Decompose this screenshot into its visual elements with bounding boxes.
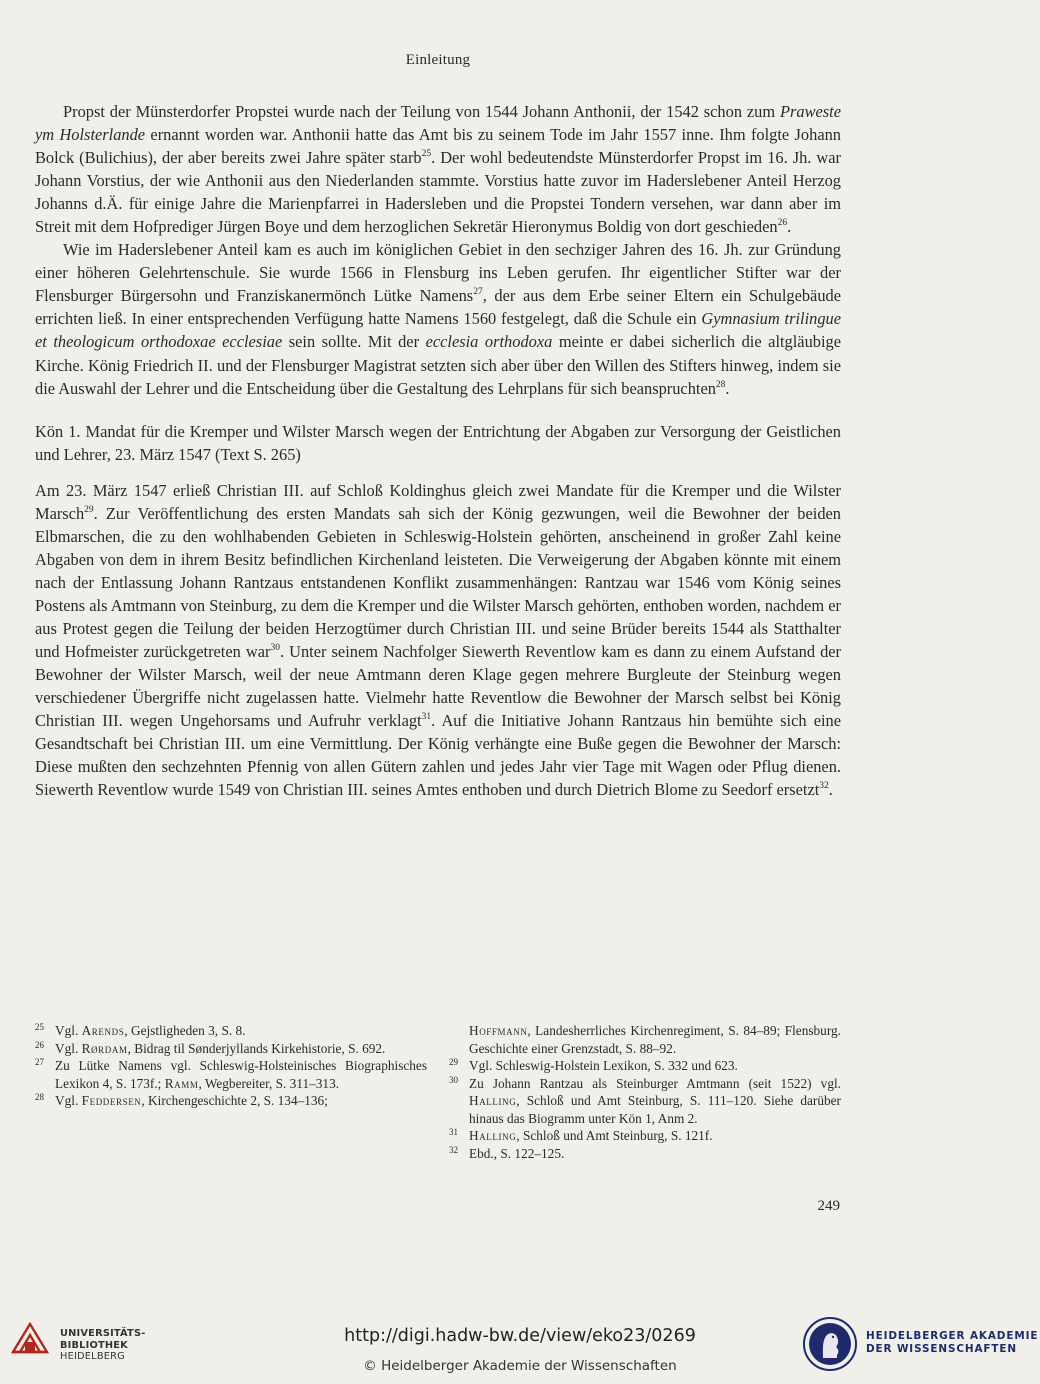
main-text (35, 100, 841, 801)
text-span: Vgl. Schleswig-Holstein Lexikon, S. 332 und 623. (469, 1058, 738, 1073)
paragraph-3 (35, 479, 841, 802)
text-span: , Bidrag til Sønderjyllands Kirkehistorie, S. 692. (127, 1040, 386, 1056)
text-span: . (828, 780, 833, 800)
text-span: , Wegbereiter, S. 311–313. (198, 1075, 340, 1091)
footnote-number: 27 (35, 1057, 44, 1067)
italic-phrase: ecclesia orthodoxa (425, 332, 553, 352)
footnote-32 (449, 1145, 841, 1163)
permalink-url[interactable]: http://digi.hadw-bw.de/view/eko23/0269 (344, 1326, 696, 1346)
italic-phrase: Praweste ym Holsterlande (35, 102, 841, 145)
text-span: , Schloß und Amt Steinburg, S. 111–120. Siehe darüber hinaus das Biogramm unter Kön 1, Anm 2. (469, 1093, 841, 1126)
text-span: ernannt worden war. Anthonii hatte das Amt bis zu seinem Tode im Jahr 1557 inne. Ihm folgte Johann Bolck (Bulichius), der aber bereits zwei Jahre später starb (35, 125, 841, 168)
footnote-ref[interactable]: 27 (473, 287, 483, 298)
text-span: Vgl. (55, 1023, 82, 1038)
viewer-footer (0, 1312, 1040, 1384)
footnote-26 (35, 1040, 427, 1058)
paragraph-1 (35, 100, 841, 238)
author-name: Feddersen (81, 1093, 142, 1108)
text-span: sein sollte. Mit der (282, 332, 426, 352)
footnote-number: 30 (449, 1074, 458, 1085)
text-span: , der aus dem Erbe seiner Eltern ein Schulgebäude errichten ließ. In einer entsprechenden Verfügung hatte Namens 1560 festgelegt, daß die Schule ein (35, 286, 841, 329)
text-span: . (725, 378, 730, 398)
footnote-ref[interactable]: 32 (819, 781, 829, 792)
text-span: Vgl. (55, 1040, 82, 1056)
italic-phrase: Gymnasium trilingue et theologicum orthodoxae ecclesiae (35, 309, 841, 352)
library-name-line: UNIVERSITÄTS- (60, 1328, 146, 1339)
academy-seal-icon[interactable] (802, 1316, 858, 1372)
text-span: Am 23. März 1547 erließ Christian III. auf Schloß Koldinghus gleich zwei Mandate für die Kremper und die Wilster Marsch (35, 480, 841, 523)
footnote-25 (35, 1022, 427, 1040)
paragraph-2 (35, 238, 841, 399)
text-span: Propst der Münsterdorfer Propstei wurde nach der Teilung von 1544 Johann Anthonii, der 1542 schon zum (63, 102, 780, 121)
author-name: Halling (469, 1093, 517, 1108)
footnote-30 (449, 1075, 841, 1128)
text-span: , Landesherrliches Kirchenregiment, S. 84–89; Flensburg. Geschichte einer Grenzstadt, S. 88–92. (469, 1023, 841, 1056)
footnote-number: 28 (35, 1092, 44, 1102)
text-span: Wie im Haderslebener Anteil kam es auch im königlichen Gebiet in den sechziger Jahren des 16. Jh. zur Gründung einer höheren Gelehrtenschule. Sie wurde 1566 in Flensburg ins Leben gerufen. Ihr eigentlicher Stifter war der Flensburger Bürgersohn und Franziskanermönch Lütke Namens (35, 240, 841, 306)
text-span: Zu Lütke Namens vgl. Schleswig-Holsteinisches Biographisches Lexikon 4, S. 173f.; (55, 1058, 427, 1091)
academy-name (866, 1330, 1038, 1356)
footnote-ref[interactable]: 26 (777, 218, 788, 229)
academy-name-line: DER WISSENSCHAFTEN (866, 1343, 1017, 1355)
footnote-ref[interactable]: 30 (270, 643, 280, 654)
author-name: Halling (469, 1128, 517, 1143)
running-head: Einleitung (405, 52, 471, 68)
footnote-27 (35, 1057, 427, 1092)
text-span: , Schloß und Amt Steinburg, S. 121f. (516, 1128, 713, 1143)
text-span: Zu Johann Rantzau als Steinburger Amtmann (seit 1522) vgl. (469, 1075, 841, 1091)
academy-name-line: HEIDELBERGER AKADEMIE (866, 1330, 1039, 1342)
footnote-29 (449, 1057, 841, 1075)
page-number: 249 (817, 1198, 840, 1214)
footnote-ref[interactable]: 29 (84, 504, 94, 515)
section-heading: Kön 1. Mandat für die Kremper und Wilster Marsch wegen der Entrichtung der Abgaben zur Versorgung der Geistlichen und Lehrer, 23. März 1547 (Text S. 265) (35, 421, 841, 464)
footnote-28-continued (449, 1022, 841, 1057)
footnote-ref[interactable]: 28 (715, 379, 726, 390)
text-span: . Zur Veröffentlichung des ersten Mandats sah sich der König gezwungen, weil die Bewohner der beiden Elbmarschen, die zu den wohlhabenden Gebieten in Schleswig-Holstein gehörten, anscheinend in großer Zahl keine Abgaben von dem in ihrem Besitz befindlichen Kirchenland leisteten. Die Verweigerung der Abgaben könnte mit einem nach der Entlassung Johann Rantzaus entstandenen Konflikt zusammenhängen: Rantzau war 1546 vom König seines Postens als Amtmann von Steinburg, zu dem die Kremper und die Wilster Marsch gehörten, enthoben worden, nachdem er aus Protest gegen die Teilung der beiden Herzogtümer durch Christian III. und seine Brüder bereits 1544 als Statthalter und Hofmeister zurückgetreten war (35, 503, 841, 662)
footnotes-right-column (449, 1022, 841, 1162)
text-span: , Gejstligheden 3, S. 8. (124, 1023, 246, 1038)
text-span: meinte er dabei sicherlich die altgläubige Kirche. König Friedrich II. und der Flensburger Magistrat setzten sich aber über den Willen des Stifters hinweg, indem sie die Auswahl der Lehrer und die Entscheidung über die Gestaltung des Lehrplans für sich beanspruchten (35, 332, 842, 398)
text-span: . (787, 217, 792, 237)
footnote-ref[interactable]: 25 (421, 149, 432, 160)
text-span: Ebd., S. 122–125. (469, 1145, 565, 1161)
author-name: Rørdam (81, 1040, 128, 1056)
text-span: Vgl. (55, 1093, 82, 1108)
footnote-number: 26 (35, 1039, 44, 1050)
text-span: . Der wohl bedeutendste Münsterdorfer Propst im 16. Jh. war Johann Vorstius, der wie Anthonii aus den Niederlanden stammte. Vorstius hatte zuvor im Haderslebener Anteil Herzog Johanns d.Ä. für einige Jahre die Marienpfarrei in Hadersleben und die Propstei Tondern versehen, war dann aber im Streit mit dem Hofprediger Jürgen Boye und dem herzoglichen Sekretär Hieronymus Boldig von dort geschieden (35, 148, 841, 237)
text-span: , Kirchengeschichte 2, S. 134–136; (141, 1093, 328, 1108)
text-span: . Unter seinem Nachfolger Siewerth Reventlow kam es dann zu einem Aufstand der Bewohner der Wilster Marsch, weil der neue Amtmann deren Klage gegen mehrere Burgleute der Steinburg wegen verschiedener Übergriffe nicht zugelassen hatte. Vielmehr hatte Reventlow die Bewohner der Marsch selbst bei König Christian III. wegen Ungehorsams und Aufruhr verklagt (35, 642, 842, 731)
copyright-notice: © Heidelberger Akademie der Wissenschaften (363, 1358, 677, 1374)
library-name-line: BIBLIOTHEK (60, 1339, 128, 1351)
footnote-ref[interactable]: 31 (421, 712, 432, 723)
footnote-number: 31 (449, 1127, 458, 1137)
footnote-number: 25 (35, 1022, 44, 1032)
footnote-31 (449, 1127, 841, 1145)
footnote-28 (35, 1092, 427, 1110)
footnotes-left-column (35, 1022, 427, 1110)
footnote-number: 29 (449, 1057, 458, 1067)
library-name-line: HEIDELBERG (60, 1351, 125, 1362)
footnote-number: 32 (449, 1144, 458, 1155)
author-name: Hoffmann (469, 1023, 528, 1038)
author-name: Ramm (164, 1075, 199, 1091)
text-span: . Auf die Initiative Johann Rantzaus hin bemühte sich eine Gesandtschaft bei Christian III. um eine Vermittlung. Der König verhängte eine Buße gegen die Bewohner der Marsch: Diese mußten den sechzehnten Pfennig von allen Gütern zahlen und jedes Jahr vier Tage mit Wagen oder Pflug dienen. Siewerth Reventlow wurde 1549 von Christian III. seines Amtes enthoben und durch Dietrich Blome zu Seedorf ersetzt (35, 711, 841, 800)
author-name: Arends (81, 1023, 125, 1038)
